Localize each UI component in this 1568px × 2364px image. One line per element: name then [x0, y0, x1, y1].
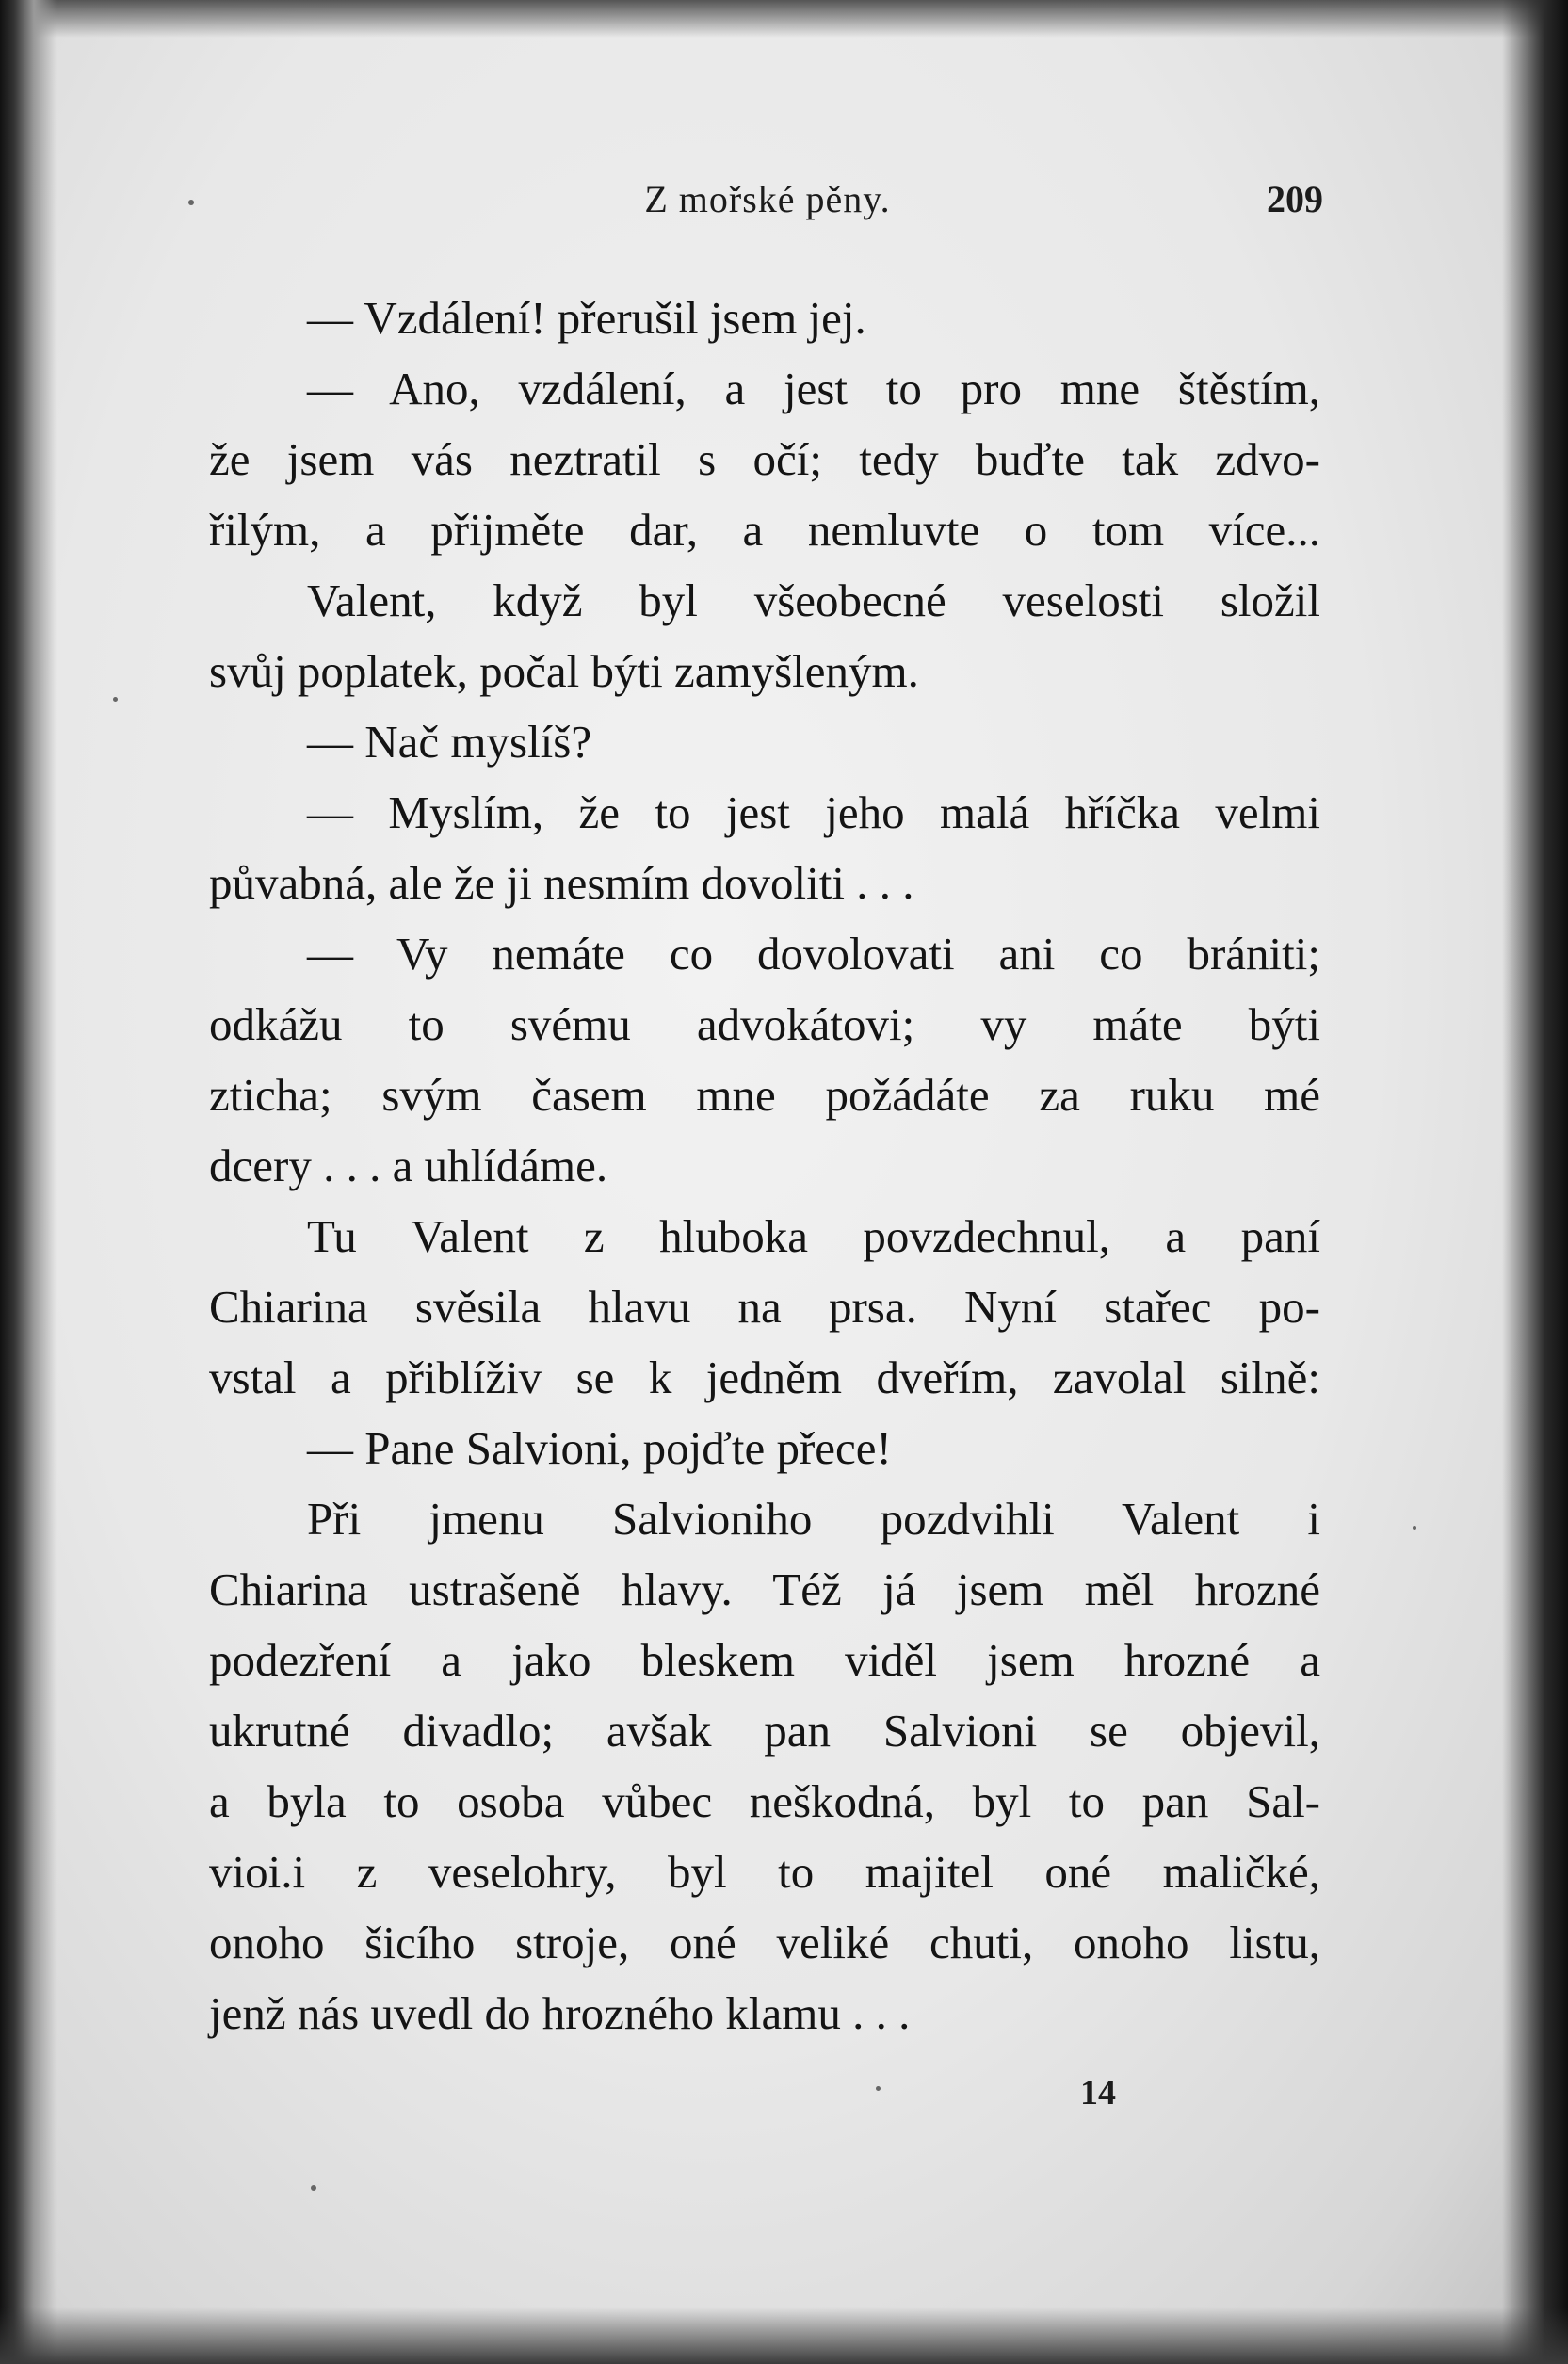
- text-line: — Vy nemáte co dovolovati ani co brániti;: [307, 928, 1320, 980]
- text-line: vstal a přiblíživ se k jedněm dveřím, zavolal silně:: [209, 1352, 1320, 1403]
- text-line: — Vzdálení! přerušil jsem jej.: [307, 292, 866, 344]
- text-line: — Pane Salvioni, pojďte přece!: [307, 1422, 892, 1474]
- text-line: půvabná, ale že ji nesmím dovoliti . . .: [209, 857, 914, 909]
- paper-speck: [1413, 1526, 1416, 1530]
- text-line: že jsem vás neztratil s očí; tedy buďte tak zdvo-: [209, 433, 1320, 485]
- page-shadow-bottom: [0, 2307, 1568, 2364]
- text-line: dcery . . . a uhlídáme.: [209, 1140, 608, 1191]
- text-line: jenž nás uvedl do hrozného klamu . . .: [209, 1987, 911, 2039]
- text-line: Při jmenu Salvioniho pozdvihli Valent i: [307, 1493, 1320, 1545]
- text-line: zticha; svým časem mne požádáte za ruku mé: [209, 1069, 1320, 1121]
- text-line: vioi.i z veselohry, byl to majitel oné maličké,: [209, 1846, 1320, 1898]
- page-shadow-left: [0, 0, 57, 2364]
- text-line: onoho šicího stroje, oné veliké chuti, onoho listu,: [209, 1917, 1320, 1968]
- page-shadow-right: [1502, 0, 1568, 2364]
- page-number: 209: [1267, 178, 1323, 220]
- text-line: odkážu to svému advokátovi; vy máte býti: [209, 998, 1320, 1050]
- text-line: — Nač myslíš?: [307, 716, 592, 768]
- text-line: Chiarina svěsila hlavu na prsa. Nyní stařec po-: [209, 1281, 1320, 1333]
- paper-speck: [188, 200, 194, 205]
- text-line: svůj poplatek, počal býti zamyšleným.: [209, 645, 919, 697]
- text-line: a byla to osoba vůbec neškodná, byl to pan Sal-: [209, 1775, 1320, 1827]
- paper-speck: [876, 2086, 881, 2091]
- body-text: [209, 283, 1320, 2048]
- paper-speck: [113, 697, 118, 702]
- page-shadow-top: [0, 0, 1568, 38]
- text-line: — Myslím, že to jest jeho malá hříčka velmi: [307, 786, 1320, 838]
- text-line: podezření a jako bleskem viděl jsem hrozné a: [209, 1634, 1320, 1686]
- text-line: ukrutné divadlo; avšak pan Salvioni se objevil,: [209, 1705, 1320, 1757]
- text-line: Tu Valent z hluboka povzdechnul, a paní: [307, 1210, 1320, 1262]
- running-title: Z mořské pěny.: [644, 178, 891, 220]
- text-line: řilým, a přijměte dar, a nemluvte o tom více...: [209, 504, 1320, 556]
- text-line: Valent, když byl všeobecné veselosti složil: [307, 575, 1320, 626]
- page-header: [212, 177, 1323, 234]
- signature-mark: 14: [1080, 2073, 1116, 2113]
- text-line: — Ano, vzdálení, a jest to pro mne štěstím,: [307, 363, 1320, 414]
- paper-speck: [311, 2185, 316, 2191]
- text-line: Chiarina ustrašeně hlavy. Též já jsem měl hrozné: [209, 1563, 1320, 1615]
